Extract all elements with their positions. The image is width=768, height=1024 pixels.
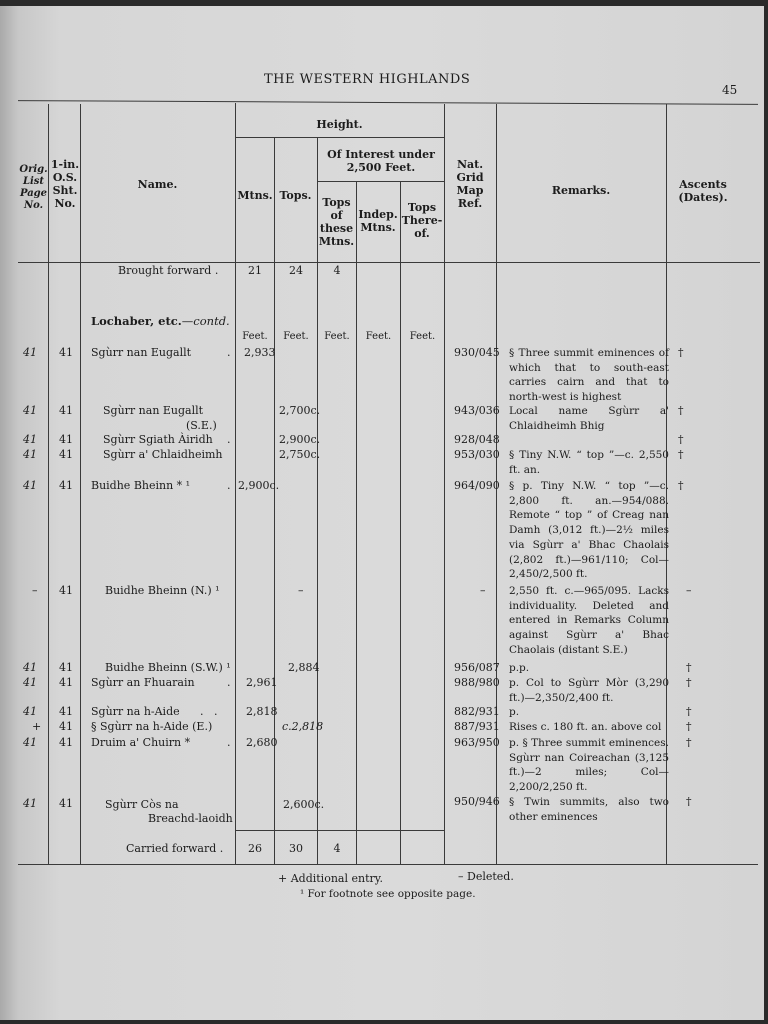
- hill-name: Sgùrr nan Eugallt: [91, 346, 192, 359]
- top-height: 2,600c.: [283, 798, 325, 811]
- column-line: [80, 104, 81, 864]
- unit-label: Feet.: [409, 331, 436, 342]
- brought-forward-tops-these: 4: [333, 264, 341, 277]
- grid-ref: 928/048: [454, 433, 500, 446]
- hill-name-cont: (S.E.): [186, 419, 217, 432]
- running-title: THE WESTERN HIGHLANDS: [264, 72, 471, 87]
- column-line: [235, 103, 236, 864]
- orig-page-no: 41: [23, 448, 37, 461]
- header-tops-thereof: Tops There-of.: [401, 201, 443, 240]
- grid-ref: 930/045: [454, 346, 500, 359]
- unit-label: Feet.: [324, 331, 350, 342]
- footer-additional: + Additional entry.: [278, 872, 383, 885]
- grid-ref: 964/090: [454, 479, 500, 492]
- hill-name-cont: Breachd-laoidh: [148, 812, 233, 825]
- sheet-no: 41: [59, 736, 73, 749]
- top-height: 2,750c.: [279, 448, 321, 461]
- header-rule: [18, 262, 760, 263]
- header-grid: Nat. Grid Map Ref.: [456, 158, 484, 210]
- orig-page-no: 41: [23, 404, 37, 417]
- orig-page-no: 41: [23, 479, 37, 492]
- top-rule: [18, 100, 758, 105]
- remarks: § Tiny N.W. “ top ”—c. 2,550 ft. an.: [509, 449, 669, 476]
- hill-name: Sgùrr an Fhuarain: [91, 676, 195, 689]
- column-line: [274, 138, 275, 864]
- sheet-no: 41: [59, 661, 73, 674]
- ascent-mark: †: [686, 705, 692, 718]
- header-ascents: Ascents (Dates).: [678, 178, 728, 204]
- remarks: § Twin summits, also two other eminences: [509, 796, 669, 823]
- column-line: [48, 104, 49, 864]
- sheet-no: 41: [59, 720, 73, 733]
- remarks: p.: [509, 706, 520, 718]
- sheet-no: 41: [59, 584, 73, 597]
- sheet-no: 41: [59, 797, 73, 810]
- leader-dot: .: [227, 433, 231, 446]
- ascent-mark: †: [686, 736, 692, 749]
- unit-label: Feet.: [283, 331, 309, 342]
- orig-page-no: 41: [23, 736, 37, 749]
- header-interest: Of Interest under 2,500 Feet.: [327, 148, 435, 174]
- orig-page-no: +: [32, 720, 42, 733]
- brought-forward-label: Brought forward .: [118, 264, 219, 277]
- sheet-no: 41: [59, 479, 73, 492]
- grid-ref: 956/087: [454, 661, 500, 674]
- remarks: 2,550 ft. c.—965/095. Lacks individuality. Deleted and entered in Remarks Column against Sgùrr a' Bhac Chaolais (distant S.E.): [509, 585, 669, 656]
- remarks: Local name Sgùrr a' Chlaidheimh Bhig: [509, 405, 669, 432]
- footer-deleted: – Deleted.: [458, 870, 514, 883]
- header-remarks: Remarks.: [551, 184, 611, 197]
- ascent-mark: †: [678, 346, 684, 359]
- remarks: Rises c. 180 ft. an. above col: [509, 721, 662, 733]
- ascent-mark: †: [686, 720, 692, 733]
- orig-page-no: 41: [23, 346, 37, 359]
- carried-forward-tops: 30: [289, 842, 303, 855]
- remarks: p. § Three summit eminences. Sgùrr nan Coireachan (3,125 ft.)—2 miles; Col—2,200/2,250 ft.: [509, 737, 669, 794]
- top-height: c.2,818: [282, 720, 324, 733]
- grid-ref: 887/931: [454, 720, 500, 733]
- mtn-height: 2,900c.: [238, 479, 280, 492]
- header-name: Name.: [137, 178, 178, 191]
- top-height: –: [298, 584, 304, 597]
- mtn-height: 2,933: [244, 346, 276, 359]
- hill-name: Sgùrr Còs na: [105, 798, 179, 811]
- header-height: Height.: [316, 118, 363, 131]
- column-line: [444, 104, 445, 864]
- orig-page-no: 41: [23, 797, 37, 810]
- bottom-rule: [18, 864, 758, 865]
- mtn-height: 2,680: [246, 736, 278, 749]
- leader-dot: .: [227, 346, 231, 359]
- header-tops-these: Tops of these Mtns.: [318, 196, 355, 248]
- brought-forward-mtns: 21: [248, 264, 262, 277]
- header-indep: Indep. Mtns.: [358, 208, 398, 234]
- grid-ref: 988/980: [454, 676, 500, 689]
- unit-label: Feet.: [242, 331, 268, 342]
- grid-ref: 950/946: [454, 795, 500, 808]
- orig-page-no: 41: [23, 661, 37, 674]
- grid-ref: 963/950: [454, 736, 500, 749]
- grid-ref: –: [480, 584, 486, 597]
- ascent-mark: †: [678, 448, 684, 461]
- orig-page-no: 41: [23, 705, 37, 718]
- page-number: 45: [722, 83, 738, 97]
- ascent-mark: †: [686, 795, 692, 808]
- hill-name: Sgùrr na h-Aide: [91, 705, 180, 718]
- section-title: Lochaber, etc.—contd.: [91, 314, 230, 328]
- remarks: p.p.: [509, 662, 530, 674]
- sheet-no: 41: [59, 346, 73, 359]
- sheet-no: 41: [59, 676, 73, 689]
- grid-ref: 953/030: [454, 448, 500, 461]
- total-rule: [235, 830, 444, 831]
- sheet-no: 41: [59, 448, 73, 461]
- hill-name: Druim a' Chuirn *: [91, 736, 191, 749]
- mtn-height: 2,961: [246, 676, 278, 689]
- hill-name: Sgùrr a' Chlaidheimh: [103, 448, 223, 461]
- leader-dot: .: [227, 736, 231, 749]
- height-subrule: [235, 137, 444, 138]
- remarks: p. Col to Sgùrr Mòr (3,290 ft.)—2,350/2,400 ft.: [509, 677, 669, 704]
- hill-name: Sgùrr Sgiath Àiridh: [103, 433, 213, 446]
- top-height: 2,900c.: [279, 433, 321, 446]
- hill-name: Buidhe Bheinn * ¹: [91, 479, 191, 492]
- remarks: § Three summit eminences of which that to south-east carries cairn and that to north-west is highest: [509, 347, 669, 404]
- sheet-no: 41: [59, 404, 73, 417]
- ascent-mark: –: [686, 584, 692, 597]
- remarks: § p. Tiny N.W. “ top ”—c. 2,800 ft. an.—954/088. Remote “ top ” of Creag nan Damh (3,012 ft.)—2½ miles via Sgùrr a' Bhac Chaolais (2,802 ft.)—961/110; Col—2,450/2,500 ft.: [509, 480, 669, 581]
- carried-forward-mtns: 26: [248, 842, 262, 855]
- hill-name: Buidhe Bheinn (S.W.) ¹: [105, 661, 231, 674]
- orig-page-no: 41: [23, 676, 37, 689]
- header-os-sheet: 1-in. O.S. Sht. No.: [50, 158, 80, 210]
- leader-dot: .: [227, 479, 231, 492]
- ascent-mark: †: [686, 676, 692, 689]
- ascent-mark: †: [678, 404, 684, 417]
- carried-forward-tops-these: 4: [333, 842, 341, 855]
- grid-ref: 943/036: [454, 404, 500, 417]
- unit-label: Feet.: [365, 331, 392, 342]
- header-mtns: Mtns.: [237, 189, 273, 202]
- header-tops: Tops.: [279, 189, 312, 202]
- hill-name: Sgùrr nan Eugallt: [103, 404, 204, 417]
- leader-dots: . .: [200, 705, 218, 718]
- brought-forward-tops: 24: [289, 264, 303, 277]
- mtn-height: 2,818: [246, 705, 278, 718]
- orig-page-no: –: [32, 584, 38, 597]
- top-height: 2,700c.: [279, 404, 321, 417]
- top-height: 2,884: [288, 661, 320, 674]
- grid-ref: 882/931: [454, 705, 500, 718]
- ascent-mark: †: [678, 479, 684, 492]
- hill-name: § Sgùrr na h-Aide (E.): [91, 720, 213, 733]
- ascent-mark: †: [678, 433, 684, 446]
- column-line: [400, 181, 401, 864]
- ascent-mark: †: [686, 661, 692, 674]
- sheet-no: 41: [59, 705, 73, 718]
- leader-dot: .: [227, 676, 231, 689]
- hill-name: Buidhe Bheinn (N.) ¹: [105, 584, 220, 597]
- orig-page-no: 41: [23, 433, 37, 446]
- header-orig-list: Orig. List Page No.: [19, 164, 48, 211]
- carried-forward-label: Carried forward .: [126, 842, 224, 855]
- book-page: [0, 6, 764, 1020]
- interest-subrule: [317, 181, 444, 182]
- footnote: ¹ For footnote see opposite page.: [300, 888, 476, 900]
- column-line: [356, 181, 357, 864]
- sheet-no: 41: [59, 433, 73, 446]
